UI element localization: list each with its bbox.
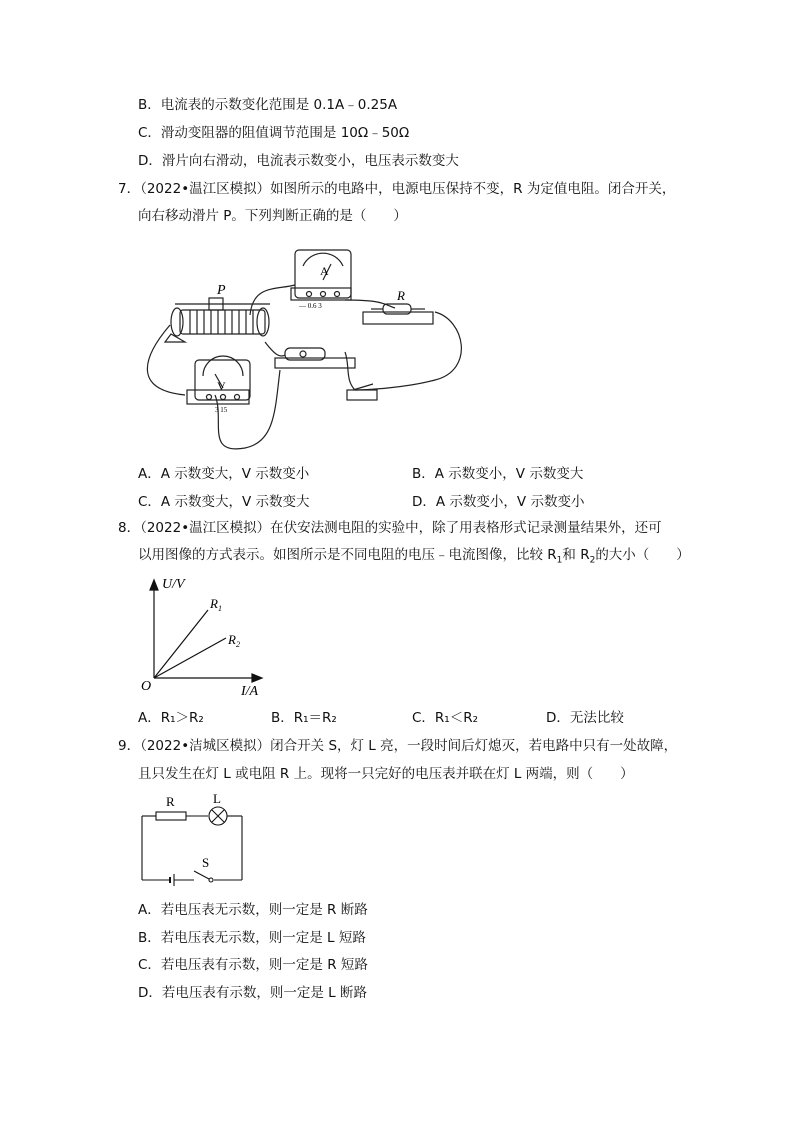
y-axis-label: U/V <box>162 577 185 592</box>
series-r1-line <box>154 610 208 678</box>
q8-stem-part-b: 和 R <box>562 547 590 563</box>
q7-stem-line1: 7．（2022•温江区模拟）如图所示的电路中，电源电压保持不变，R 为定值电阻。闭合开关， <box>118 181 676 197</box>
q8-option-b[interactable]: B．R₁＝R₂ <box>271 710 337 726</box>
label-v: V <box>217 379 226 393</box>
rheostat-body <box>180 310 265 334</box>
q9-option-d[interactable]: D．若电压表有示数，则一定是 L 断路 <box>138 985 367 1001</box>
x-axis-arrow <box>252 674 262 682</box>
voltmeter-terminals: 3 15 <box>215 406 228 414</box>
q7-option-a[interactable]: A．A 示数变大，V 示数变小 <box>138 466 310 482</box>
q9-option-a[interactable]: A．若电压表无示数，则一定是 R 断路 <box>138 902 368 918</box>
label-r: R <box>166 794 175 809</box>
switch-base <box>347 390 377 400</box>
q8-stem-part-a: 以用图像的方式表示。如图所示是不同电阻的电压﹣电流图像，比较 R <box>138 547 557 563</box>
origin-label: O <box>141 679 152 694</box>
q8-option-d[interactable]: D．无法比较 <box>546 710 624 726</box>
label-l: L <box>213 792 221 806</box>
prev-option-b: B．电流表的示数变化范围是 0.1A﹣0.25A <box>138 97 398 113</box>
q9-circuit-figure <box>138 792 258 892</box>
series-r2-line <box>154 638 226 678</box>
prev-option-c: C．滑动变阻器的阻值调节范围是 10Ω﹣50Ω <box>138 125 410 141</box>
q7-option-b[interactable]: B．A 示数变小，V 示数变大 <box>412 466 584 482</box>
q8-option-c[interactable]: C．R₁＜R₂ <box>412 710 479 726</box>
q8-stem-line1: 8．（2022•温江区模拟）在伏安法测电阻的实验中，除了用表格形式记录测量结果外，还可 <box>118 520 662 536</box>
label-a: A <box>320 264 329 278</box>
q7-stem-line2: 向右移动滑片 P。下列判断正确的是（ ） <box>138 208 407 224</box>
q9-option-b[interactable]: B．若电压表无示数，则一定是 L 短路 <box>138 930 366 946</box>
series-r1-label: $R_1$ <box>210 596 222 613</box>
q9-stem-line2: 且只发生在灯 L 或电阻 R 上。现将一只完好的电压表并联在灯 L 两端，则（ ） <box>138 766 634 782</box>
label-p: P <box>217 283 226 298</box>
label-r: R <box>397 288 405 303</box>
y-axis-arrow <box>150 580 158 590</box>
ammeter-terminals: — 0.6 3 <box>299 302 322 310</box>
prev-option-d: D．滑片向右滑动，电流表示数变小，电压表示数变大 <box>138 153 459 169</box>
label-s: S <box>202 855 210 870</box>
q7-option-d[interactable]: D．A 示数变小，V 示数变小 <box>412 494 585 510</box>
q8-sub-1: 1 <box>556 555 563 566</box>
q8-stem-part-c: 的大小（ ） <box>595 547 690 563</box>
q8-uv-chart <box>138 572 278 702</box>
q9-option-c[interactable]: C．若电压表有示数，则一定是 R 短路 <box>138 957 368 973</box>
q9-stem-line1: 9．（2022•洁城区模拟）闭合开关 S，灯 L 亮，一段时间后灯熄灭，若电路中只有一处故障， <box>118 738 678 754</box>
x-axis-label: I/A <box>241 684 259 699</box>
q7-option-c[interactable]: C．A 示数变大，V 示数变大 <box>138 494 310 510</box>
q8-sub-2: 2 <box>589 555 596 566</box>
series-r2-label: $R_2$ <box>228 632 240 649</box>
switch-s <box>209 878 213 882</box>
q8-stem-line2 <box>138 546 690 570</box>
q7-circuit-figure <box>135 230 475 455</box>
q8-option-a[interactable]: A．R₁＞R₂ <box>138 710 204 726</box>
resistor-r <box>156 812 186 820</box>
